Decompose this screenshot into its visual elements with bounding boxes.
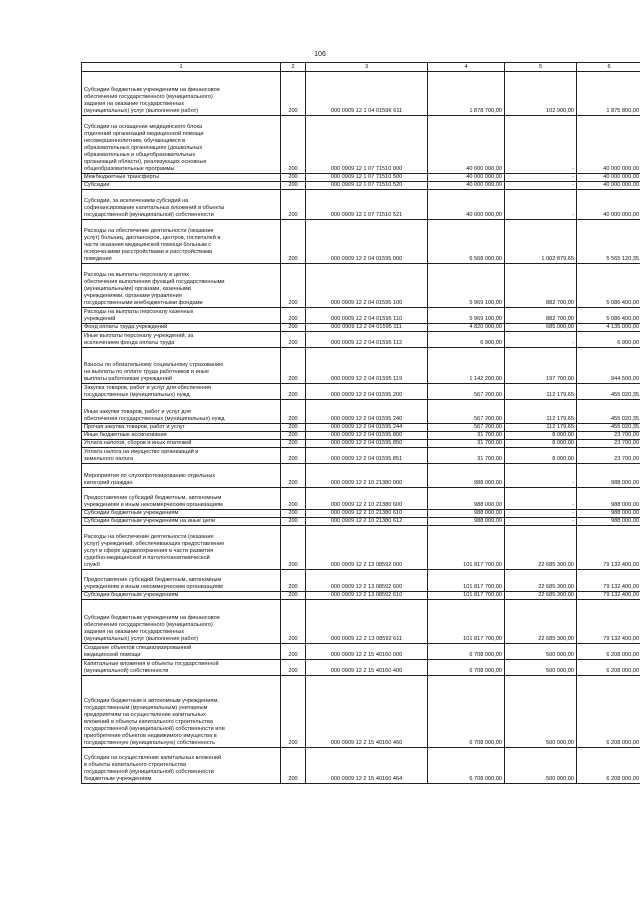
row-code: 200 <box>281 324 306 332</box>
table-row <box>82 510 640 518</box>
row-name: Иные закупки товаров, работ и услуг для обеспечения государственных (муниципальных) нужд <box>82 400 281 424</box>
row-name: Фонд оплаты труда учреждений <box>82 324 281 332</box>
row-remaining: 6 208 000,00 <box>577 676 640 748</box>
row-name: Расходы на выплаты персоналу казенных учреждений <box>82 308 281 324</box>
row-executed: 112 179,65 <box>505 400 577 424</box>
row-kbk: 000 0909 12 2 04 01595 200 <box>306 384 428 400</box>
row-remaining: 6 900,00 <box>577 332 640 348</box>
row-plan: 6 708 000,00 <box>428 644 505 660</box>
row-kbk: 000 0909 12 2 10 21380 612 <box>306 518 428 526</box>
row-plan: 567 200,00 <box>428 424 505 432</box>
page-number: 106 <box>314 51 326 58</box>
table-row <box>82 332 640 348</box>
column-header-4: 4 <box>428 63 505 72</box>
table-row <box>82 488 640 510</box>
row-code: 200 <box>281 526 306 570</box>
table-row <box>82 526 640 570</box>
row-code: 200 <box>281 464 306 488</box>
row-remaining: 455 020,35 <box>577 400 640 424</box>
table-row <box>82 600 640 644</box>
row-plan: 101 817 700,00 <box>428 600 505 644</box>
row-name: Предоставление субсидий бюджетным, автономным учреждениям и иным некоммерческим организациям <box>82 570 281 592</box>
table-row <box>82 424 640 432</box>
row-kbk: 000 0909 12 2 04 01595 100 <box>306 264 428 308</box>
row-executed: 112 179,65 <box>505 424 577 432</box>
row-code: 200 <box>281 488 306 510</box>
row-plan: 6 708 000,00 <box>428 748 505 784</box>
row-plan: 40 000 000,00 <box>428 190 505 220</box>
table-row <box>82 384 640 400</box>
row-executed: 22 685 300,00 <box>505 600 577 644</box>
column-header-6: 6 <box>577 63 640 72</box>
row-code: 200 <box>281 116 306 174</box>
row-plan: 1 142 200,00 <box>428 348 505 384</box>
row-code: 200 <box>281 432 306 440</box>
row-name: Субсидии, за исключением субсидий на софинансирование капитальных вложений в объекты государственной (муниципальной) собственности <box>82 190 281 220</box>
row-executed: 500 000,00 <box>505 644 577 660</box>
row-kbk: 000 0909 12 2 04 01595 850 <box>306 440 428 448</box>
row-kbk: 000 0909 12 2 04 01595 110 <box>306 308 428 324</box>
row-executed: 102 900,00 <box>505 72 577 116</box>
row-code: 200 <box>281 660 306 676</box>
row-code: 200 <box>281 676 306 748</box>
row-plan: 6 900,00 <box>428 332 505 348</box>
row-kbk: 000 0909 12 2 04 01595 000 <box>306 220 428 264</box>
row-plan: 6 708 000,00 <box>428 660 505 676</box>
table-row <box>82 308 640 324</box>
row-remaining: 40 000 000,00 <box>577 174 640 182</box>
row-code: 200 <box>281 264 306 308</box>
row-remaining: 455 020,35 <box>577 384 640 400</box>
row-kbk: 000 0909 12 1 04 0159К 611 <box>306 72 428 116</box>
row-executed: 8 000,00 <box>505 440 577 448</box>
row-name: Межбюджетные трансферты <box>82 174 281 182</box>
row-plan: 31 700,00 <box>428 440 505 448</box>
row-name: Взносы по обязательному социальному страхованию на выплаты по оплате труда работников и иные выплаты работникам учреждений <box>82 348 281 384</box>
row-remaining: 4 135 000,00 <box>577 324 640 332</box>
row-name: Субсидии на оснащение медицинского блока отделений организаций медицинской помощи несовершеннолетним, обучающимся в образовательных организациях (дошкольных образовательных и общеобразовательных организаций области), реализующих основные общеобразовательные программы <box>82 116 281 174</box>
row-executed: 685 000,00 <box>505 324 577 332</box>
table-row <box>82 116 640 174</box>
row-kbk: 000 0909 12 2 13 08592 600 <box>306 570 428 592</box>
row-code: 200 <box>281 510 306 518</box>
row-code: 200 <box>281 308 306 324</box>
row-executed: 112 179,65 <box>505 384 577 400</box>
row-plan: 6 568 000,00 <box>428 220 505 264</box>
row-kbk: 000 0909 12 2 13 08592 611 <box>306 600 428 644</box>
row-kbk: 000 0909 12 2 04 01595 112 <box>306 332 428 348</box>
row-plan: 567 200,00 <box>428 400 505 424</box>
row-plan: 5 969 100,00 <box>428 308 505 324</box>
row-remaining: 23 700,00 <box>577 432 640 440</box>
row-name: Субсидии <box>82 182 281 190</box>
row-name: Создание объектов специализированной медицинской помощи <box>82 644 281 660</box>
table-row <box>82 660 640 676</box>
row-remaining: 455 020,35 <box>577 424 640 432</box>
row-code: 200 <box>281 518 306 526</box>
row-plan: 101 817 700,00 <box>428 570 505 592</box>
row-name: Субсидии бюджетным учреждениям на финансовое обеспечение государственного (муниципального) задания на оказание государственных (муниципальных) услуг (выполнение работ) <box>82 72 281 116</box>
row-plan: 101 817 700,00 <box>428 592 505 600</box>
row-executed: 882 700,00 <box>505 264 577 308</box>
row-executed: - <box>505 190 577 220</box>
table-row <box>82 570 640 592</box>
row-code: 200 <box>281 182 306 190</box>
row-kbk: 000 0909 12 2 04 01595 800 <box>306 432 428 440</box>
table-row <box>82 676 640 748</box>
row-plan: 31 700,00 <box>428 448 505 464</box>
row-remaining: 944 500,00 <box>577 348 640 384</box>
row-executed: 1 002 879,65 <box>505 220 577 264</box>
table-row <box>82 748 640 784</box>
row-executed: - <box>505 488 577 510</box>
row-remaining: 6 208 000,00 <box>577 660 640 676</box>
row-remaining: 23 700,00 <box>577 440 640 448</box>
row-kbk: 000 0909 12 1 07 71510 520 <box>306 182 428 190</box>
row-name: Субсидии бюджетным учреждениям на финансовое обеспечение государственного (муниципального) задания на оказание государственных (муниципальных) услуг (выполнение работ) <box>82 600 281 644</box>
row-plan: 101 817 700,00 <box>428 526 505 570</box>
table-row <box>82 644 640 660</box>
row-remaining: 5 086 400,00 <box>577 264 640 308</box>
row-remaining: 5 086 400,00 <box>577 308 640 324</box>
row-code: 200 <box>281 448 306 464</box>
row-code: 200 <box>281 332 306 348</box>
row-remaining: 988 000,00 <box>577 510 640 518</box>
table-row <box>82 432 640 440</box>
row-kbk: 000 0909 12 2 10 21380 000 <box>306 464 428 488</box>
row-plan: 40 000 000,00 <box>428 182 505 190</box>
row-plan: 988 000,00 <box>428 518 505 526</box>
row-plan: 988 000,00 <box>428 464 505 488</box>
row-kbk: 000 0909 12 2 04 01595 111 <box>306 324 428 332</box>
row-executed: 500 000,00 <box>505 748 577 784</box>
table-row <box>82 348 640 384</box>
row-code: 200 <box>281 570 306 592</box>
table-row <box>82 264 640 308</box>
row-executed: 8 000,00 <box>505 432 577 440</box>
row-remaining: 23 700,00 <box>577 448 640 464</box>
row-executed: 500 000,00 <box>505 676 577 748</box>
row-code: 200 <box>281 748 306 784</box>
row-plan: 4 820 000,00 <box>428 324 505 332</box>
row-code: 200 <box>281 72 306 116</box>
row-remaining: 1 875 800,00 <box>577 72 640 116</box>
row-kbk: 000 0909 12 2 04 01595 240 <box>306 400 428 424</box>
row-remaining: 5 565 120,35 <box>577 220 640 264</box>
row-kbk: 000 0909 12 2 04 01595 244 <box>306 424 428 432</box>
row-kbk: 000 0909 12 2 04 01595 119 <box>306 348 428 384</box>
row-remaining: 988 000,00 <box>577 518 640 526</box>
header-row <box>82 63 640 72</box>
row-name: Расходы на выплаты персоналу в целях обеспечения выполнения функций государственными (муниципальными) органами, казенными учреждениями, органами управления государственными внебюджетными фондами <box>82 264 281 308</box>
table-row <box>82 190 640 220</box>
row-executed: - <box>505 518 577 526</box>
row-code: 200 <box>281 220 306 264</box>
row-plan: 40 000 000,00 <box>428 116 505 174</box>
row-code: 200 <box>281 174 306 182</box>
row-remaining: 6 208 000,00 <box>577 644 640 660</box>
row-kbk: 000 0909 12 2 13 08592 000 <box>306 526 428 570</box>
row-name: Субсидии бюджетным учреждениям на иные цели <box>82 518 281 526</box>
row-name: Закупка товаров, работ и услуг для обеспечения государственных (муниципальных) нужд <box>82 384 281 400</box>
row-remaining: 40 000 000,00 <box>577 190 640 220</box>
row-executed: 882 700,00 <box>505 308 577 324</box>
table-row <box>82 324 640 332</box>
column-header-1: 1 <box>82 63 281 72</box>
row-plan: 40 000 000,00 <box>428 174 505 182</box>
row-remaining: 79 132 400,00 <box>577 526 640 570</box>
row-kbk: 000 0909 12 2 15 40160 464 <box>306 748 428 784</box>
row-executed: - <box>505 510 577 518</box>
row-name: Уплата налога на имущество организаций и земельного налога <box>82 448 281 464</box>
row-plan: 567 200,00 <box>428 384 505 400</box>
row-executed: - <box>505 116 577 174</box>
table-row <box>82 440 640 448</box>
row-name: Субсидии на осуществление капитальных вложений в объекты капитального строительства государственной (муниципальной) собственности бюджетным учреждениям <box>82 748 281 784</box>
row-name: Прочая закупка товаров, работ и услуг <box>82 424 281 432</box>
row-executed: 22 685 300,00 <box>505 592 577 600</box>
row-remaining: 40 000 000,00 <box>577 182 640 190</box>
column-header-3: 3 <box>306 63 428 72</box>
table-row <box>82 174 640 182</box>
row-remaining: 988 000,00 <box>577 488 640 510</box>
row-executed: - <box>505 182 577 190</box>
row-remaining: 988 000,00 <box>577 464 640 488</box>
row-name: Субсидии бюджетным учреждениям <box>82 510 281 518</box>
row-code: 200 <box>281 600 306 644</box>
row-executed: - <box>505 174 577 182</box>
row-kbk: 000 0909 12 2 15 40160 460 <box>306 676 428 748</box>
table-row <box>82 448 640 464</box>
row-kbk: 000 0909 12 2 04 01595 851 <box>306 448 428 464</box>
row-name: Уплата налогов, сборов и иных платежей <box>82 440 281 448</box>
row-name: Капитальные вложения в объекты государственной (муниципальной) собственности <box>82 660 281 676</box>
row-executed: 22 685 300,00 <box>505 570 577 592</box>
row-remaining: 6 208 000,00 <box>577 748 640 784</box>
row-plan: 6 708 000,00 <box>428 676 505 748</box>
row-code: 200 <box>281 190 306 220</box>
row-name: Расходы на обеспечение деятельности (оказание услуг) учреждений, обеспечивающих предоставление услуг в сфере здравоохранения в части развития судебно-медицинской и патологоанатомической служб <box>82 526 281 570</box>
row-plan: 5 969 100,00 <box>428 264 505 308</box>
row-remaining: 79 132 400,00 <box>577 592 640 600</box>
row-kbk: 000 0909 12 2 13 08592 610 <box>306 592 428 600</box>
budget-table <box>81 62 640 784</box>
row-name: Предоставление субсидий бюджетным, автономным учреждениям и иным некоммерческим организациям <box>82 488 281 510</box>
row-code: 200 <box>281 424 306 432</box>
table-row <box>82 400 640 424</box>
row-code: 200 <box>281 384 306 400</box>
column-header-2: 2 <box>281 63 306 72</box>
row-name: Субсидии бюджетным учреждениям <box>82 592 281 600</box>
row-kbk: 000 0909 12 1 07 71510 521 <box>306 190 428 220</box>
row-kbk: 000 0909 12 2 10 21380 600 <box>306 488 428 510</box>
row-name: Расходы на обеспечение деятельности (оказание услуг) больниц, диспансеров, центров, госпиталей в части оказания медицинской помощи больным с психическими расстройствами и расстройствами поведения <box>82 220 281 264</box>
row-remaining: 79 132 400,00 <box>577 600 640 644</box>
row-kbk: 000 0909 12 1 07 71510 000 <box>306 116 428 174</box>
row-code: 200 <box>281 644 306 660</box>
row-executed: 8 000,00 <box>505 448 577 464</box>
row-plan: 31 700,00 <box>428 432 505 440</box>
row-code: 200 <box>281 400 306 424</box>
row-name: Мероприятия по слухопротезированию отдельных категорий граждан <box>82 464 281 488</box>
row-remaining: 40 000 000,00 <box>577 116 640 174</box>
row-plan: 988 000,00 <box>428 488 505 510</box>
row-kbk: 000 0909 12 2 10 21380 610 <box>306 510 428 518</box>
row-code: 200 <box>281 348 306 384</box>
row-executed: 22 685 300,00 <box>505 526 577 570</box>
row-plan: 1 878 700,00 <box>428 72 505 116</box>
row-kbk: 000 0909 12 2 15 40160 000 <box>306 644 428 660</box>
row-executed: 197 700,00 <box>505 348 577 384</box>
table-row <box>82 464 640 488</box>
row-executed: - <box>505 332 577 348</box>
row-code: 200 <box>281 440 306 448</box>
table-row <box>82 182 640 190</box>
row-executed: 500 000,00 <box>505 660 577 676</box>
table-row <box>82 220 640 264</box>
row-executed: - <box>505 464 577 488</box>
table-row <box>82 592 640 600</box>
table-row <box>82 72 640 116</box>
row-kbk: 000 0909 12 2 15 40160 400 <box>306 660 428 676</box>
row-code: 200 <box>281 592 306 600</box>
row-name: Иные бюджетные ассигнования <box>82 432 281 440</box>
row-name: Иные выплаты персоналу учреждений, за исключением фонда оплаты труда <box>82 332 281 348</box>
row-kbk: 000 0909 12 1 07 71510 500 <box>306 174 428 182</box>
row-name: Субсидии бюджетным и автономным учреждениям, государственным (муниципальным) унитарным предприятиям на осуществление капитальных вложений в объекты капитального строительства государственной (муниципальной) собственности или приобретение объектов недвижимого имущества в государственную (муниципальную) собственность <box>82 676 281 748</box>
column-header-5: 5 <box>505 63 577 72</box>
row-remaining: 79 132 400,00 <box>577 570 640 592</box>
table-row <box>82 518 640 526</box>
row-plan: 988 000,00 <box>428 510 505 518</box>
